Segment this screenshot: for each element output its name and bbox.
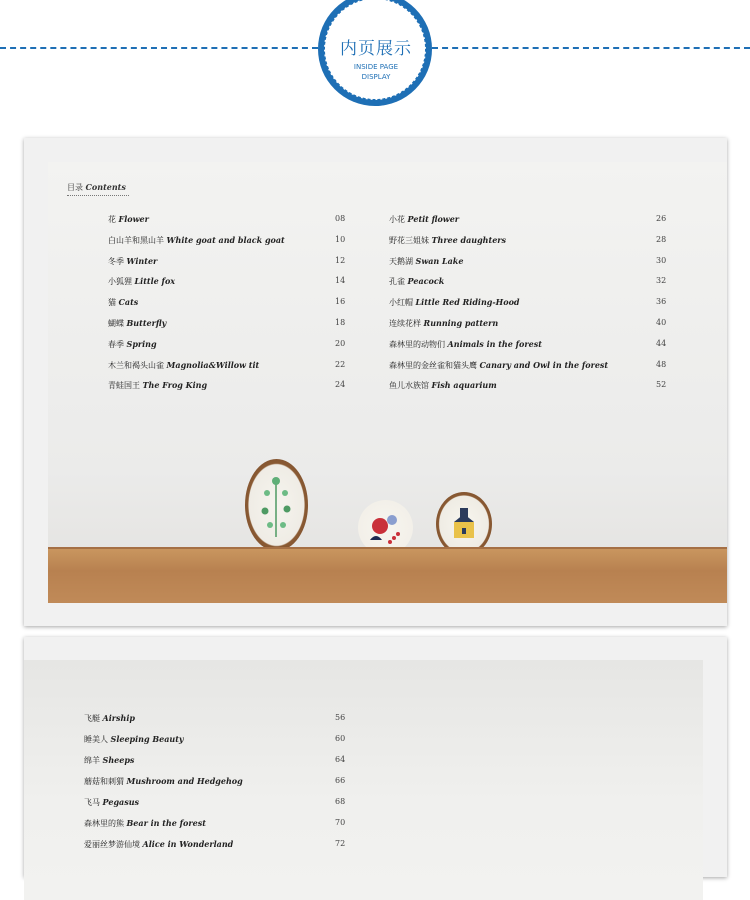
toc-entry-page-number: 72 [335, 839, 346, 848]
wooden-shelf [48, 549, 727, 603]
toc-entry [108, 318, 166, 329]
toc-underline [67, 195, 129, 196]
toc-entry-en: Sleeping Beauty [110, 734, 184, 744]
page-preview-2 [24, 637, 727, 877]
toc-entry-page-number: 32 [656, 276, 667, 286]
toc-entry-page-number: 22 [335, 359, 346, 369]
toc-entry-page-number: 20 [335, 338, 346, 348]
toc-entry-cn: 森林里的动物们 [389, 339, 445, 349]
section-subtitle [325, 62, 427, 82]
toc-entry-en: Flower [118, 214, 149, 224]
toc-entry-page-number: 18 [335, 318, 346, 327]
toc-entry-cn: 青蛙国王 [108, 381, 140, 391]
toc-entry-en: Butterfly [126, 318, 167, 328]
toc-entry-cn: 猫 [108, 298, 116, 308]
toc-entry-en: Peacock [407, 276, 445, 287]
toc-entry-page-number: 28 [656, 234, 667, 244]
toc-entry [389, 339, 542, 350]
toc-entry [108, 339, 157, 350]
toc-entry [389, 318, 498, 329]
toc-entry-cn: 花 [108, 215, 116, 224]
toc-entry [84, 755, 134, 766]
toc-entry-page-number: 16 [335, 297, 346, 307]
toc-entry-en: Fish aquarium [431, 380, 497, 391]
toc-entry-en: Spring [126, 338, 157, 349]
toc-entry-cn: 小红帽 [389, 298, 413, 308]
section-badge [318, 0, 432, 106]
toc-entry-cn: 野花三姐妹 [389, 235, 429, 245]
toc-entry-page-number: 70 [335, 818, 346, 827]
toc-entry [84, 818, 206, 829]
toc-entry [108, 360, 259, 371]
toc-entry-page-number: 56 [335, 713, 346, 722]
toc-entry-en: Three daughters [431, 234, 507, 245]
toc-entry [389, 256, 463, 267]
toc-entry-page-number: 24 [335, 380, 346, 390]
toc-entry-page-number: 40 [656, 318, 667, 327]
toc-entry-page-number: 30 [656, 255, 667, 265]
toc-entry-page-number: 08 [335, 214, 346, 223]
toc-entry-cn: 森林里的熊 [84, 819, 124, 828]
toc-entry [84, 776, 243, 787]
section-title: 内页展示 [340, 39, 412, 59]
toc-entry-cn: 小花 [389, 215, 405, 224]
toc-entry-page-number: 68 [335, 797, 346, 806]
toc-entry-cn: 连续花样 [389, 319, 421, 328]
toc-entry [389, 235, 506, 246]
toc-entry-cn: 木兰和褐头山雀 [108, 360, 164, 370]
toc-entry-en: Little Red Riding-Hood [415, 297, 520, 308]
toc-entry-en: Cats [118, 297, 139, 308]
toc-entry-en: Petit flower [407, 214, 459, 224]
toc-entry-cn: 春季 [108, 339, 124, 349]
toc-heading-en: Contents [85, 182, 126, 192]
toc-entry-cn: 飞马 [84, 798, 100, 807]
toc-entry-cn: 绵羊 [84, 756, 100, 765]
toc-entry [108, 297, 138, 308]
toc-entry [84, 713, 135, 724]
toc-entry-page-number: 66 [335, 776, 346, 785]
toc-entry-en: Running pattern [423, 318, 499, 328]
toc-entry-cn: 森林里的金丝雀和猫头鹰 [389, 360, 477, 370]
toc-entry-page-number: 14 [335, 276, 346, 286]
toc-entry-en: The Frog King [142, 380, 208, 391]
toc-entry-cn: 爱丽丝梦游仙境 [84, 840, 140, 849]
toc-entry-en: Pegasus [102, 797, 140, 807]
page-photo-2 [24, 660, 703, 900]
toc-entry-en: Bear in the forest [126, 818, 206, 828]
toc-entry-page-number: 60 [335, 734, 346, 743]
toc-entry-cn: 冬季 [108, 256, 124, 266]
section-subtitle-line1: INSIDE PAGE [353, 63, 399, 71]
toc-entry-cn: 蘑菇和刺猬 [84, 777, 124, 786]
toc-entry-en: Winter [126, 255, 158, 266]
toc-entry-en: Airship [102, 713, 135, 723]
toc-entry-en: Mushroom and Hedgehog [126, 776, 243, 786]
toc-entry-en: Animals in the forest [447, 338, 542, 349]
section-badge-inner [324, 0, 426, 100]
toc-entry [108, 380, 207, 391]
toc-entry-page-number: 36 [656, 297, 667, 307]
toc-entry-page-number: 44 [656, 338, 667, 348]
header-divider-right [432, 47, 750, 49]
toc-heading-cn: 目录 [67, 183, 83, 192]
toc-entry-en: Little fox [134, 276, 176, 287]
toc-entry-cn: 天鹅湖 [389, 256, 413, 266]
toc-entry-page-number: 10 [335, 234, 346, 244]
toc-entry-cn: 小狐狸 [108, 277, 132, 287]
toc-entry-en: Alice in Wonderland [142, 839, 234, 849]
toc-entry-en: Sheeps [102, 755, 135, 765]
toc-entry [84, 797, 139, 808]
toc-entry [389, 214, 459, 225]
toc-entry [108, 256, 157, 267]
toc-entry-cn: 飞艇 [84, 714, 100, 723]
toc-entry [389, 297, 520, 308]
toc-entry-page-number: 64 [335, 755, 346, 764]
embroidery-hoop-oval-image [245, 459, 308, 551]
toc-entry-cn: 白山羊和黑山羊 [108, 235, 164, 245]
toc-entry-page-number: 48 [656, 359, 667, 369]
toc-entry-en: White goat and black goat [166, 234, 285, 245]
toc-entry-page-number: 52 [656, 380, 667, 390]
toc-entry-page-number: 26 [656, 214, 667, 223]
toc-heading [67, 182, 126, 193]
toc-entry [389, 360, 608, 371]
toc-entry [108, 276, 175, 287]
page-preview-1 [24, 138, 727, 626]
section-subtitle-line2: DISPLAY [361, 73, 391, 81]
toc-entry-cn: 睡美人 [84, 735, 108, 744]
toc-entry [84, 839, 233, 850]
toc-entry [84, 734, 184, 745]
toc-entry-cn: 孔雀 [389, 277, 405, 287]
toc-entry [108, 235, 285, 246]
page-photo-1 [48, 162, 727, 603]
header-divider-left [0, 47, 318, 49]
toc-entry-en: Swan Lake [415, 255, 464, 266]
toc-entry-cn: 蝴蝶 [108, 319, 124, 328]
toc-entry-en: Canary and Owl in the forest [479, 359, 609, 370]
toc-entry-en: Magnolia&Willow tit [166, 359, 260, 370]
toc-entry-page-number: 12 [335, 255, 346, 265]
toc-entry [108, 214, 149, 225]
toc-entry [389, 380, 497, 391]
toc-entry-cn: 鱼儿水族馆 [389, 381, 429, 391]
toc-entry [389, 276, 444, 287]
